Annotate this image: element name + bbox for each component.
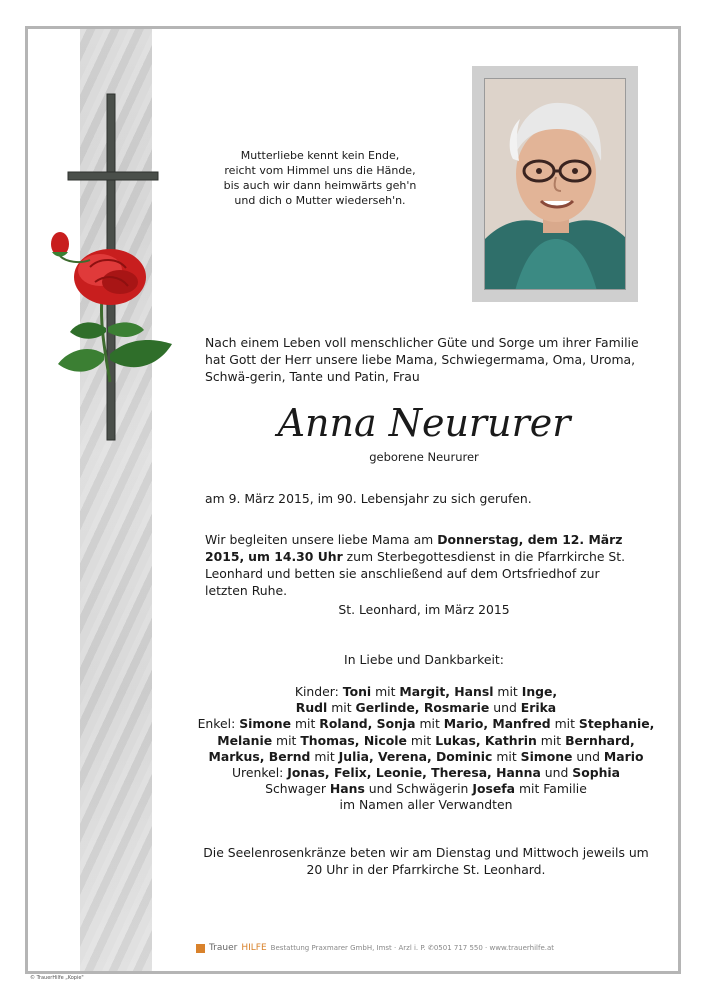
label: Kinder: <box>294 684 343 699</box>
label: Urenkel: <box>231 765 288 781</box>
footer-text: Bestattung Praxmarer GmbH, Imst · Arzl i. P. ✆0501 717 550 · www.trauerhilfe.at <box>270 944 555 952</box>
family-name: Margit, Hansl <box>399 684 494 699</box>
family-name: Lukas, Kathrin <box>435 732 537 748</box>
label: Schwager <box>265 781 330 797</box>
maiden-name: geborene Neururer <box>369 450 479 464</box>
family-name: Julia, Verena, Dominic <box>338 748 493 764</box>
family-line: im Namen aller Verwandten <box>339 797 513 813</box>
family-name: Hans <box>329 781 365 797</box>
connector: mit <box>272 732 301 748</box>
place-date: St. Leonhard, im März 2015 <box>338 602 510 617</box>
funeral-date: Donnerstag, dem 12. März 2015, <box>205 532 623 564</box>
funeral-text <box>205 531 643 599</box>
portrait-frame <box>472 66 638 302</box>
family-name: Jonas, Felix, Leonie, Theresa, Hanna <box>287 765 541 781</box>
trauerhilfe-logo-icon <box>196 944 205 953</box>
rosary-note: Die Seelenrosenkränze beten wir am Dienstag und Mittwoch jeweils um 20 Uhr in der Pfarrkirche St. Leonhard. <box>203 845 649 877</box>
funeral-pre: Wir begleiten unsere liebe Mama am <box>205 532 438 547</box>
connector: und <box>540 765 573 781</box>
connector: mit <box>310 748 339 764</box>
family-line <box>196 781 656 797</box>
cross-with-rose-icon <box>40 92 180 452</box>
intro-text: Nach einem Leben voll menschlicher Güte und Sorge um ihrer Familie hat Gott der Herr unsere liebe Mama, Schwiegermama, Oma, Uroma, Schwä-gerin, Tante und Patin, Frau <box>205 335 639 384</box>
poem-line: Mutterliebe kennt kein Ende, <box>240 149 400 162</box>
connector: mit <box>536 732 566 748</box>
family-line <box>196 700 656 716</box>
logo-text-b: HILFE <box>241 943 267 953</box>
portrait-icon <box>485 79 626 290</box>
connector: mit <box>291 716 320 732</box>
footer <box>196 943 666 953</box>
family-name: Gerlinde, Rosmarie <box>355 700 490 716</box>
family-name: Roland, Sonja <box>319 716 416 732</box>
label: Enkel: <box>197 716 240 732</box>
family-list <box>196 684 656 814</box>
poem-line: reicht vom Himmel uns die Hände, <box>224 164 416 177</box>
family-name: Simone <box>520 748 573 764</box>
family-line <box>196 733 656 749</box>
poem-line: bis auch wir dann heimwärts geh'n <box>223 179 417 192</box>
family-name: Mario <box>603 748 644 764</box>
family-name: Mario, Manfred <box>443 716 551 732</box>
funeral-time: um 14.30 Uhr <box>248 549 343 564</box>
family-name: Inge, <box>521 684 558 699</box>
connector: und <box>572 748 604 764</box>
connector: mit <box>550 716 579 732</box>
family-name: Bernhard, <box>565 732 635 748</box>
deceased-name: Anna Neururer <box>277 401 571 445</box>
family-line <box>196 749 656 765</box>
connector: mit <box>415 716 444 732</box>
logo-text-a: Trauer <box>209 943 238 953</box>
family-name: Stephanie, <box>578 716 655 732</box>
family-line <box>196 684 656 700</box>
family-name: Josefa <box>472 781 516 797</box>
copyright: © TrauerHilfe „Kopie" <box>30 975 84 981</box>
label: und Schwägerin <box>364 781 473 797</box>
family-name: Erika <box>520 700 557 716</box>
family-name: Toni <box>342 684 372 699</box>
connector: mit <box>371 684 400 699</box>
connector: mit <box>327 700 356 716</box>
connector: mit <box>493 684 522 699</box>
family-line <box>196 765 656 781</box>
family-name: Markus, Bernd <box>208 748 311 764</box>
family-name: Rudl <box>295 700 328 716</box>
family-line <box>196 716 656 732</box>
connector: mit <box>406 732 436 748</box>
family-name: Sophia <box>572 765 621 781</box>
connector: mit <box>492 748 521 764</box>
poem-line: und dich o Mutter wiederseh'n. <box>234 194 406 207</box>
death-text: am 9. März 2015, im 90. Lebensjahr zu sich gerufen. <box>205 491 532 506</box>
family-name: Thomas, Nicole <box>300 732 407 748</box>
family-name: Melanie <box>217 732 273 748</box>
connector: mit Familie <box>515 781 587 797</box>
family-name: Simone <box>239 716 292 732</box>
thanks-line: In Liebe und Dankbarkeit: <box>344 652 504 667</box>
poem <box>190 148 450 208</box>
connector: und <box>489 700 521 716</box>
portrait-photo <box>484 78 626 290</box>
funeral-post: zum Sterbegottesdienst in die Pfarrkirche St. Leonhard und betten sie anschließend auf dem Ortsfriedhof zur letzten Ruhe. <box>205 549 626 598</box>
